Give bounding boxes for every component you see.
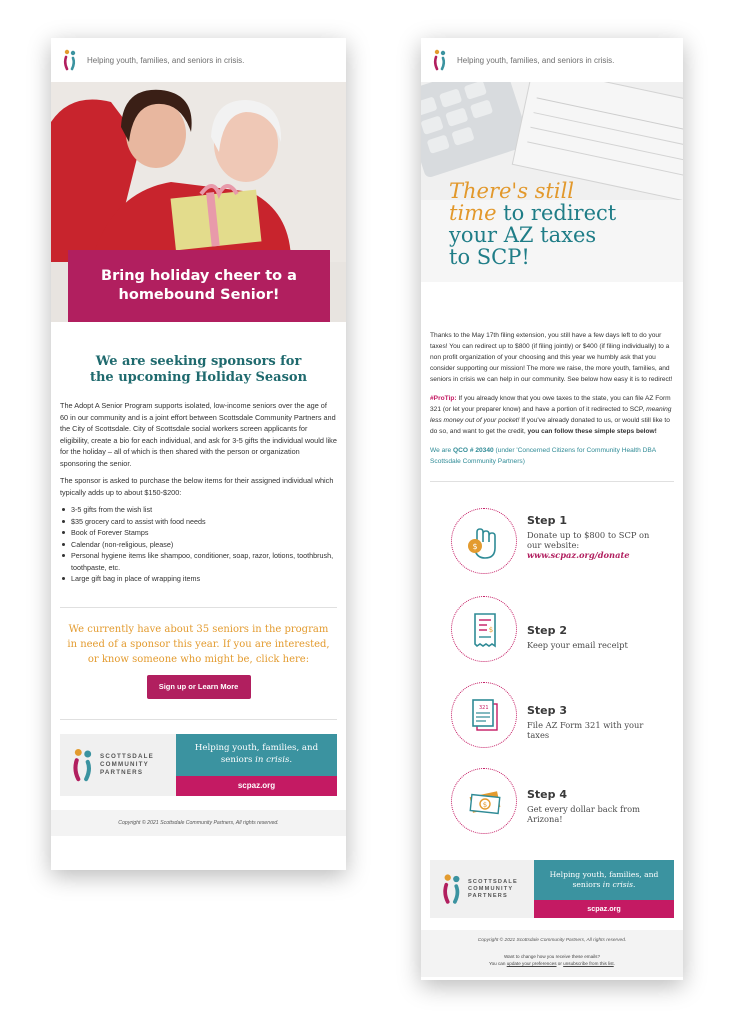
list-item: 3-5 gifts from the wish list — [71, 504, 346, 516]
email-header — [51, 38, 346, 82]
step-desc: Donate up to $800 to SCP on our website: www.scpaz.org/donate — [527, 530, 650, 560]
update-preferences-link[interactable]: update your preferences — [506, 961, 557, 966]
list-item: Personal hygiene items like shampoo, conditioner, soap, razor, lotions, toothbrush, toothpaste, etc. — [71, 550, 346, 573]
footer-tagline: Helping youth, families, and seniors in crisis. — [176, 734, 337, 776]
svg-text:$: $ — [482, 801, 488, 809]
gift-list — [51, 504, 346, 585]
unsubscribe-link[interactable]: unsubscribe from this list — [563, 961, 614, 966]
money-icon — [465, 782, 505, 822]
footer-card — [430, 860, 674, 918]
protip-paragraph: #ProTip: If you already know that you owe taxes to the state, you can file AZ Form 321 (or let your preparer know) and have a portion of it redirected to SCP, meaning less money out of your pocket! If you've already donated to us, or would still like to do so, and want to get the credit, you can follow these simple steps below! — [430, 395, 672, 435]
sponsor-instructions: The sponsor is asked to purchase the below items for their assigned individual which typically adds up to about $150-$200: — [60, 476, 334, 497]
step-title: Step 2 — [527, 624, 567, 637]
svg-text:$: $ — [488, 626, 494, 634]
list-item: Large gift bag in place of wrapping items — [71, 573, 346, 585]
footer-url-link[interactable]: scpaz.org — [176, 776, 337, 796]
step-title: Step 3 — [527, 704, 567, 717]
scp-logo-icon — [63, 49, 77, 71]
svg-text:321: 321 — [479, 705, 489, 711]
tax-email — [421, 38, 683, 980]
email-header — [421, 38, 683, 82]
copyright-text: Copyright © 2021 Scottsdale Community Partners, All rights reserved. — [118, 819, 279, 826]
hero-section — [51, 82, 346, 322]
footer-logo[interactable] — [430, 860, 534, 918]
copyright-text: Copyright © 2021 Scottsdale Community Partners, All rights reserved. — [477, 938, 627, 943]
hero-banner: Bring holiday cheer to a homebound Senior! — [68, 250, 330, 322]
scp-logo-icon — [72, 747, 94, 783]
step-4 — [421, 768, 683, 852]
tax-headline: There's still time to redirect your AZ taxes to SCP! — [449, 179, 617, 269]
step-2 — [421, 596, 683, 680]
sign-up-button[interactable]: Sign up or Learn More — [147, 675, 251, 699]
divider — [60, 719, 337, 720]
header-tagline: Helping youth, families, and seniors in crisis. — [457, 55, 615, 65]
divider — [60, 607, 337, 608]
hero-photo — [51, 82, 346, 262]
footer-tagline: Helping youth, families, and seniors in crisis. — [534, 860, 674, 900]
extension-paragraph: Thanks to the May 17th filing extension, you still have a few days left to do your taxes! You can redirect up to $800 (if filing jointly) or $400 (if filing individually) to a non profit organization of your choosing and this year we humbly ask that you consider supporting our mission! The more we raise, the more youth, families, and seniors in crisis we can help in our community. See below how easy it is to redirect! — [430, 332, 673, 383]
qco-notice: We are QCO # 20340 (under 'Concerned Citizens for Community Health DBA Scottsdale Community Partners) — [430, 447, 656, 465]
step-3 — [421, 682, 683, 766]
scp-logo-icon — [442, 873, 462, 905]
list-item: Book of Forever Stamps — [71, 527, 346, 539]
copyright-band — [421, 930, 683, 977]
step-desc: File AZ Form 321 with your taxes — [527, 720, 644, 740]
list-item: $35 grocery card to assist with food needs — [71, 516, 346, 528]
footer-url-link[interactable]: scpaz.org — [534, 900, 674, 918]
step-1 — [421, 508, 683, 592]
svg-text:$: $ — [472, 542, 478, 551]
footer-logo[interactable] — [60, 734, 176, 796]
header-tagline: Helping youth, families, and seniors in crisis. — [87, 55, 245, 65]
tax-hero — [421, 82, 683, 282]
step-desc: Keep your email receipt — [527, 640, 628, 650]
seniors-note: We currently have about 35 seniors in the program in need of a sponsor this year. If you are interested, or know someone who might be, click here: — [67, 623, 330, 665]
sponsor-heading: We are seeking sponsors for the upcoming Holiday Season — [89, 354, 308, 385]
holiday-email — [51, 38, 346, 870]
step-title: Step 4 — [527, 788, 567, 801]
step-title: Step 1 — [527, 514, 567, 527]
footer-card — [60, 734, 337, 796]
receipt-icon — [465, 610, 505, 650]
scp-logo-icon — [433, 49, 447, 71]
unsubscribe-text: Want to change how you receive these emails? You can update your preferences or unsubscribe from this list. — [488, 954, 615, 966]
logo-wordmark: SCOTTSDALE COMMUNITY PARTNERS — [468, 878, 518, 899]
logo-wordmark: SCOTTSDALE COMMUNITY PARTNERS — [100, 752, 154, 776]
list-item: Calendar (non-religious, please) — [71, 539, 346, 551]
tax-form-icon — [465, 696, 505, 736]
step-desc: Get every dollar back from Arizona! — [527, 804, 640, 824]
program-description: The Adopt A Senior Program supports isolated, low-income seniors over the age of 60 in our community and is a joint effort between Scottsdale Community Partners and the City of Scottsdale. City of Scottsdale social workers screen applicants for eligibility, create a bio for each individual, and ask for 3-5 gifts the individual would like for the holiday – all of which is then shared with the person or organization sponsoring the senior. — [60, 401, 337, 468]
divider — [430, 481, 674, 482]
donate-link[interactable]: www.scpaz.org/donate — [527, 550, 630, 560]
copyright-band — [51, 810, 346, 836]
hand-coin-icon — [465, 522, 505, 562]
